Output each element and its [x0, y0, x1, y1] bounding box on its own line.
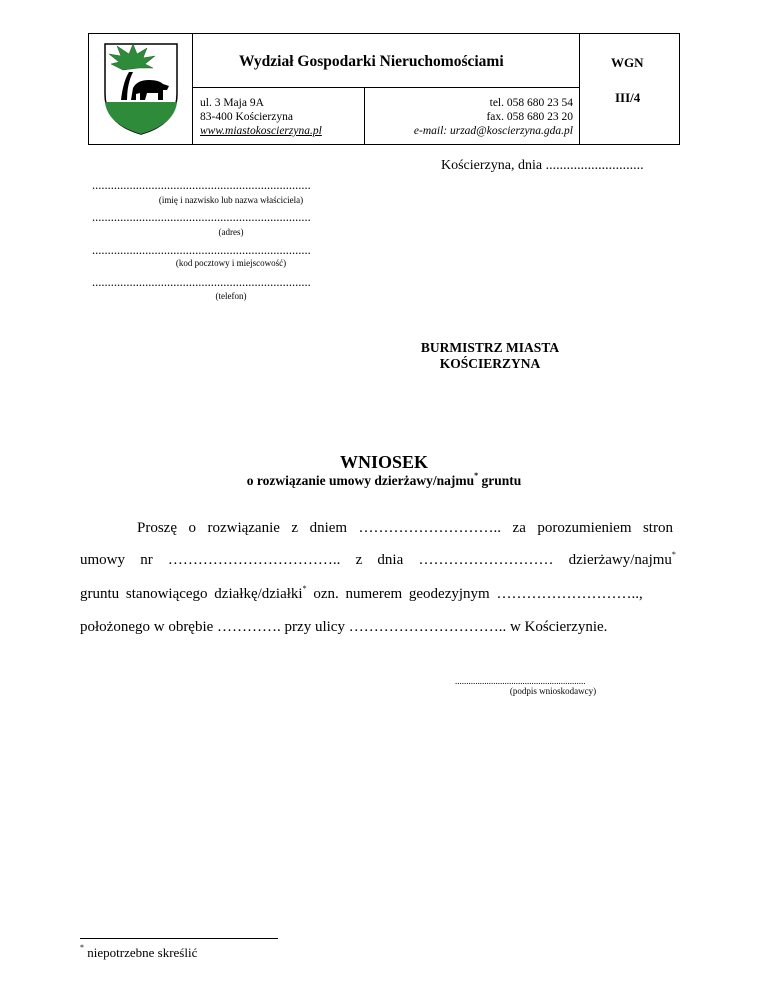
- contract-date-field[interactable]: ………………………: [418, 552, 554, 568]
- asterisk-mark: *: [474, 471, 479, 480]
- body-line-4: położonego w obrębie …………. przy ulicy ………………………….. w Kościerzynie.: [80, 619, 608, 635]
- header-table: [88, 33, 680, 145]
- request-subtitle: [0, 473, 768, 489]
- address-line-2: 83-400 Kościerzyna: [200, 111, 293, 123]
- w: z: [291, 520, 299, 536]
- request-subtitle-text: o rozwiązanie umowy dzierżawy/najmu: [246, 473, 475, 488]
- recipient-line-2: KOŚCIERZYNA: [439, 356, 541, 371]
- applicant-address-field[interactable]: ......................................................................: [92, 210, 311, 224]
- applicant-name-field[interactable]: ......................................................................: [92, 178, 311, 192]
- request-title: WNIOSEK: [339, 452, 429, 472]
- w: stron: [642, 520, 673, 536]
- recipient-line-1: BURMISTRZ MIASTA: [420, 340, 560, 355]
- applicant-name-label: (imię i nazwisko lub nazwa właściciela): [158, 195, 304, 205]
- footnote: [80, 945, 197, 961]
- parcel-number-text: ozn. numerem geodezyjnym ………………………..,: [306, 586, 643, 602]
- phone-number: tel. 058 680 23 54: [489, 97, 573, 109]
- asterisk-mark: *: [302, 584, 307, 593]
- w: o: [188, 520, 196, 536]
- w: nr: [140, 552, 153, 568]
- recipient: [380, 340, 600, 372]
- w: Proszę: [137, 520, 177, 536]
- department-code: WGN: [611, 55, 644, 70]
- contract-number-field[interactable]: ……………………………..: [167, 552, 341, 568]
- date-line: Kościerzyna, dnia ............................: [441, 158, 644, 173]
- address-line-1: ul. 3 Maja 9A: [200, 97, 264, 109]
- phone-label: (telefon): [215, 291, 247, 301]
- body-line-3: [80, 586, 676, 603]
- w: dniem: [309, 520, 348, 536]
- w: rozwiązanie: [207, 520, 280, 536]
- w: porozumieniem: [537, 520, 632, 536]
- postal-code-field[interactable]: ......................................................................: [92, 243, 311, 257]
- signature-label: (podpis wnioskodawcy): [509, 686, 597, 696]
- asterisk-mark: *: [80, 943, 84, 952]
- footnote-separator: [80, 938, 278, 939]
- w: umowy: [80, 552, 125, 568]
- website-link[interactable]: www.miastokoscierzyna.pl: [200, 125, 322, 137]
- contract-type: [569, 552, 676, 569]
- form-number: III/4: [615, 90, 641, 105]
- body-line-1: [137, 520, 673, 537]
- w: dnia: [377, 552, 404, 568]
- postal-code-label: (kod pocztowy i miejscowość): [175, 258, 287, 268]
- parcel-text: gruntu stanowiącego działkę/działki: [80, 586, 303, 602]
- asterisk-mark: *: [671, 550, 676, 559]
- phone-field[interactable]: ......................................................................: [92, 275, 311, 289]
- body-line-2: [80, 552, 676, 569]
- fax-number: fax. 058 680 23 20: [486, 111, 573, 123]
- contract-type-text: dzierżawy/najmu: [568, 552, 672, 568]
- footnote-text: niepotrzebne skreślić: [87, 945, 198, 960]
- w: z: [355, 552, 363, 568]
- department-title: Wydział Gospodarki Nieruchomościami: [239, 53, 504, 70]
- applicant-address-label: (adres): [218, 227, 244, 237]
- email-address[interactable]: e-mail: urzad@koscierzyna.gda.pl: [413, 125, 573, 137]
- request-subtitle-end: gruntu: [478, 473, 522, 488]
- termination-date-field[interactable]: ………………………..: [358, 520, 502, 536]
- signature-field[interactable]: ..........................................................: [455, 676, 586, 686]
- coat-of-arms-logo: [103, 42, 179, 141]
- w: za: [512, 520, 526, 536]
